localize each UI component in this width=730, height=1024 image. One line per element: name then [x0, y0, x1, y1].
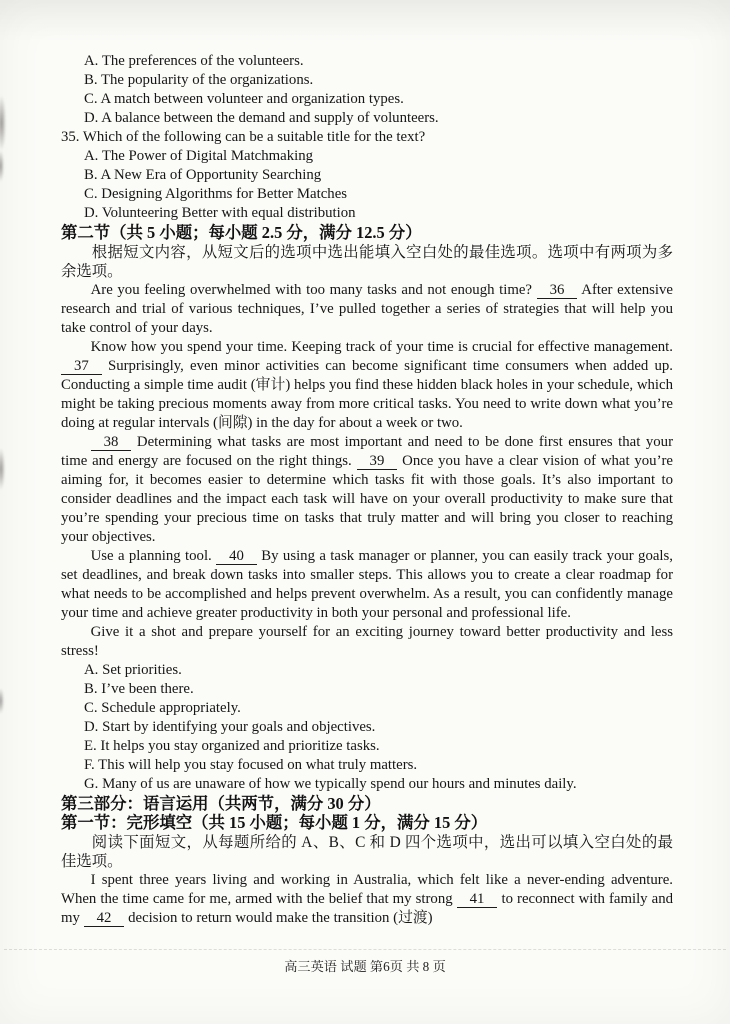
- part-three-heading: 第三部分：语言运用（共两节，满分 30 分）: [61, 793, 381, 813]
- scan-shadow: [0, 0, 730, 42]
- scan-artifact: [0, 688, 4, 714]
- cloze-paragraph-1: I spent three years living and working in Australia, which felt like a never-ending adventure. When the time came for me, armed with the belief that my strong 41 to reconnect with family and my 42 decision to return would make the transition (过渡): [61, 871, 673, 926]
- gap-fill-option-d: D. Start by identifying your goals and objectives.: [84, 718, 376, 735]
- scan-artifact: [0, 150, 4, 182]
- gap-fill-paragraph-4: Use a planning tool. 40 By using a task manager or planner, you can easily track your goals, set deadlines, and break down tasks into smaller steps. This allows you to create a clear roadmap for what needs to be accomplished and helps prevent overwhelm. As a result, you can confidently manage your time and achieve greater productivity in both your personal and professional life.: [61, 547, 673, 621]
- blank-37: 37: [61, 358, 102, 375]
- gap-fill-option-e: E. It helps you stay organized and prioritize tasks.: [84, 737, 380, 754]
- page-footer: 高三英语 试题 第6页 共 8 页: [284, 959, 446, 974]
- question-34-option-d: D. A balance between the demand and supply of volunteers.: [84, 110, 439, 126]
- blank-38: 38: [91, 434, 132, 451]
- blank-40: 40: [216, 548, 257, 565]
- scan-artifact: [0, 448, 5, 490]
- page-content: [61, 52, 673, 928]
- gap-fill-option-a: A. Set priorities.: [84, 661, 182, 678]
- question-35-option-c: C. Designing Algorithms for Better Matches: [84, 186, 348, 202]
- blank-39: 39: [357, 453, 398, 470]
- gap-fill-option-g: G. Many of us are unaware of how we typically spend our hours and minutes daily.: [84, 775, 577, 792]
- gap-fill-option-f: F. This will help you stay focused on what truly matters.: [84, 756, 418, 773]
- gap-fill-option-c: C. Schedule appropriately.: [84, 699, 241, 716]
- blank-42: 42: [84, 910, 125, 927]
- gap-fill-paragraph-5: Give it a shot and prepare yourself for an exciting journey toward better productivity and less stress!: [61, 623, 673, 659]
- gap-fill-paragraph-3: 38 Determining what tasks are most important and need to be done first ensures that your time and energy are focused on the right things. 39 Once you have a clear vision of what you’re aiming for, it becomes easier to determine which tasks fit with those goals. It’s also important to consider deadlines and the impact each task will have on your overall productivity to make sure that you’re spending your precious time on tasks that truly matter and will bring you closer to reaching your objectives.: [61, 433, 673, 545]
- question-35-option-b: B. A New Era of Opportunity Searching: [84, 167, 322, 183]
- question-35-option-d: D. Volunteering Better with equal distribution: [84, 205, 356, 221]
- question-34-option-c: C. A match between volunteer and organization types.: [84, 91, 404, 107]
- question-35-options: [61, 147, 673, 223]
- part-three-section-one-heading: 第一节：完形填空（共 15 小题；每小题 1 分，满分 15 分）: [61, 813, 488, 833]
- scan-artifact: [0, 95, 6, 151]
- section-two-heading: 第二节（共 5 小题；每小题 2.5 分，满分 12.5 分）: [61, 223, 422, 242]
- blank-36: 36: [537, 282, 578, 299]
- section-two-instructions: 根据短文内容，从短文后的选项中选出能填入空白处的最佳选项。选项中有两项为多余选项。: [61, 243, 673, 280]
- question-34-option-b: B. The popularity of the organizations.: [84, 72, 314, 88]
- gap-fill-options: [61, 661, 673, 794]
- question-35-stem: 35. Which of the following can be a suitable title for the text?: [61, 129, 426, 145]
- gap-fill-paragraph-1: Are you feeling overwhelmed with too many tasks and not enough time? 36 After extensive research and trial of various techniques, I’ve pulled together a series of strategies that will help you take control of your days.: [61, 281, 673, 336]
- question-34-options: [61, 52, 673, 128]
- question-34-option-a: A. The preferences of the volunteers.: [84, 53, 304, 69]
- question-35-option-a: A. The Power of Digital Matchmaking: [84, 148, 314, 164]
- gap-fill-option-b: B. I’ve been there.: [84, 680, 194, 697]
- cloze-instructions: 阅读下面短文，从每题所给的 A、B、C 和 D 四个选项中，选出可以填入空白处的最佳选项。: [61, 833, 673, 870]
- blank-41: 41: [457, 891, 498, 908]
- gap-fill-paragraph-2: Know how you spend your time. Keeping track of your time is crucial for effective management. 37 Surprisingly, even minor activities can become significant time consumers when added up. Conducting a simple time audit (审计) helps you find these hidden black holes in your schedule, which might be taking precious moments away from more critical tasks. You need to write down what you’re doing at regular intervals (间隙) in the day for about a week or two.: [61, 338, 673, 431]
- scan-fold-line: [4, 949, 726, 950]
